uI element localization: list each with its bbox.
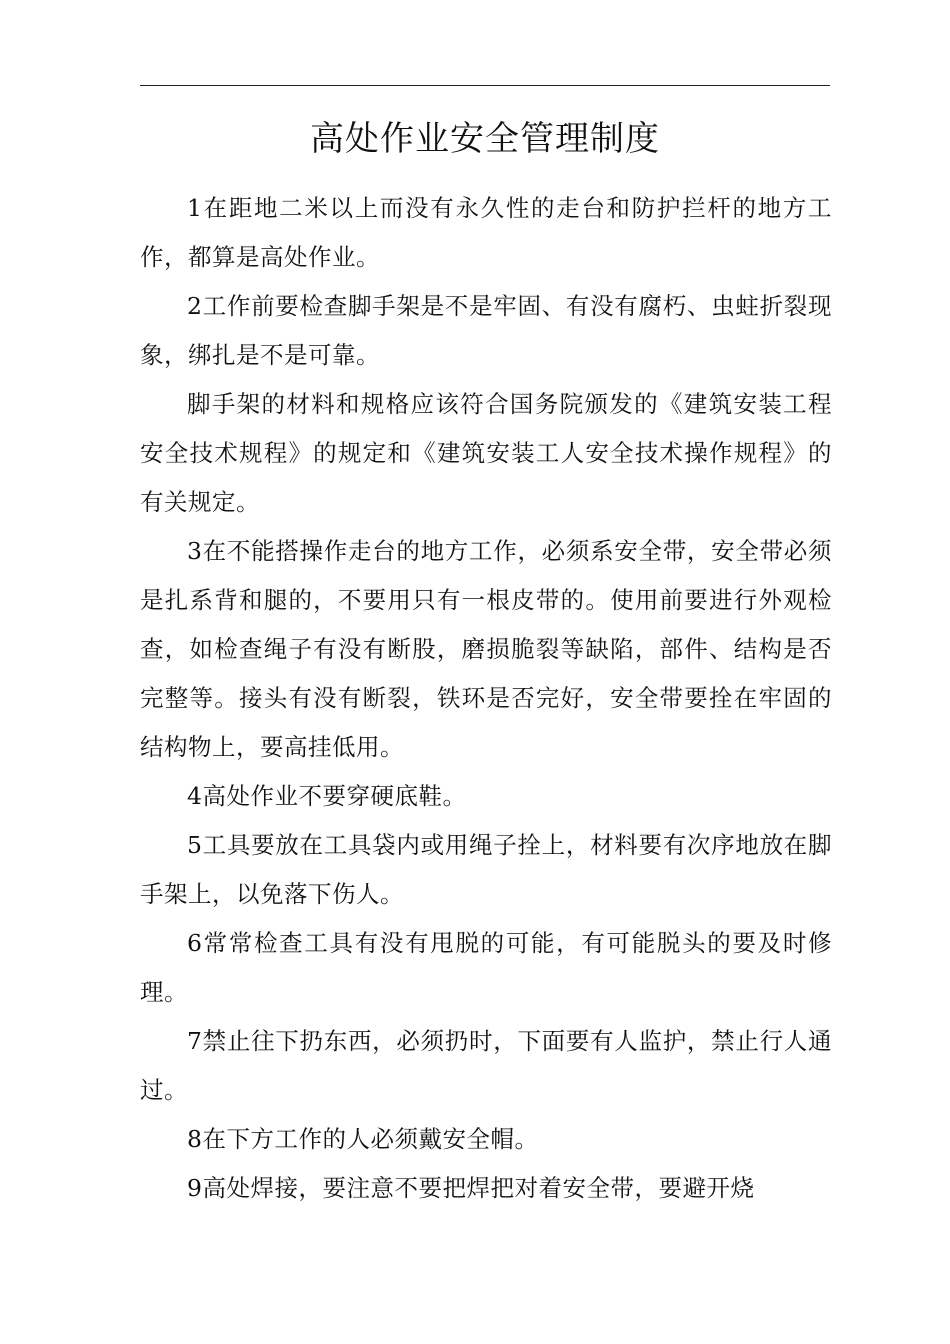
paragraph-7: 7禁止往下扔东西，必须扔时，下面要有人监护，禁止行人通过。 [140, 1027, 832, 1104]
paragraph-3: 3在不能搭操作走台的地方工作，必须系安全带，安全带必须是扎系背和腿的，不要用只有一根皮带的。使用前要进行外观检查，如检查绳子有没有断股，磨损脆裂等缺陷，部件、结构是否完整等。接头有没有断裂，铁环是否完好，安全带要拴在牢固的结构物上，要高挂低用。 [140, 537, 832, 761]
paragraph-1: 1在距地二米以上而没有永久性的走台和防护拦杆的地方工作，都算是高处作业。 [140, 194, 832, 271]
paragraph-9: 9高处焊接，要注意不要把焊把对着安全带，要避开烧 [187, 1174, 755, 1202]
paragraph-8: 8在下方工作的人必须戴安全帽。 [187, 1125, 539, 1153]
document-body [140, 184, 832, 1213]
paragraph-5: 5工具要放在工具袋内或用绳子拴上，材料要有次序地放在脚手架上，以免落下伤人。 [140, 831, 832, 908]
paragraph-4: 4高处作业不要穿硬底鞋。 [187, 782, 467, 810]
paragraph-2: 2工作前要检查脚手架是不是牢固、有没有腐朽、虫蛀折裂现象，绑扎是不是可靠。 [140, 292, 832, 369]
header-rule [140, 85, 830, 86]
document-title: 高处作业安全管理制度 [310, 119, 660, 159]
paragraph-6: 6常常检查工具有没有甩脱的可能，有可能脱头的要及时修理。 [140, 929, 832, 1006]
paragraph-scaffold-standards: 脚手架的材料和规格应该符合国务院颁发的《建筑安装工程安全技术规程》的规定和《建筑安装工人安全技术操作规程》的有关规定。 [140, 390, 832, 516]
